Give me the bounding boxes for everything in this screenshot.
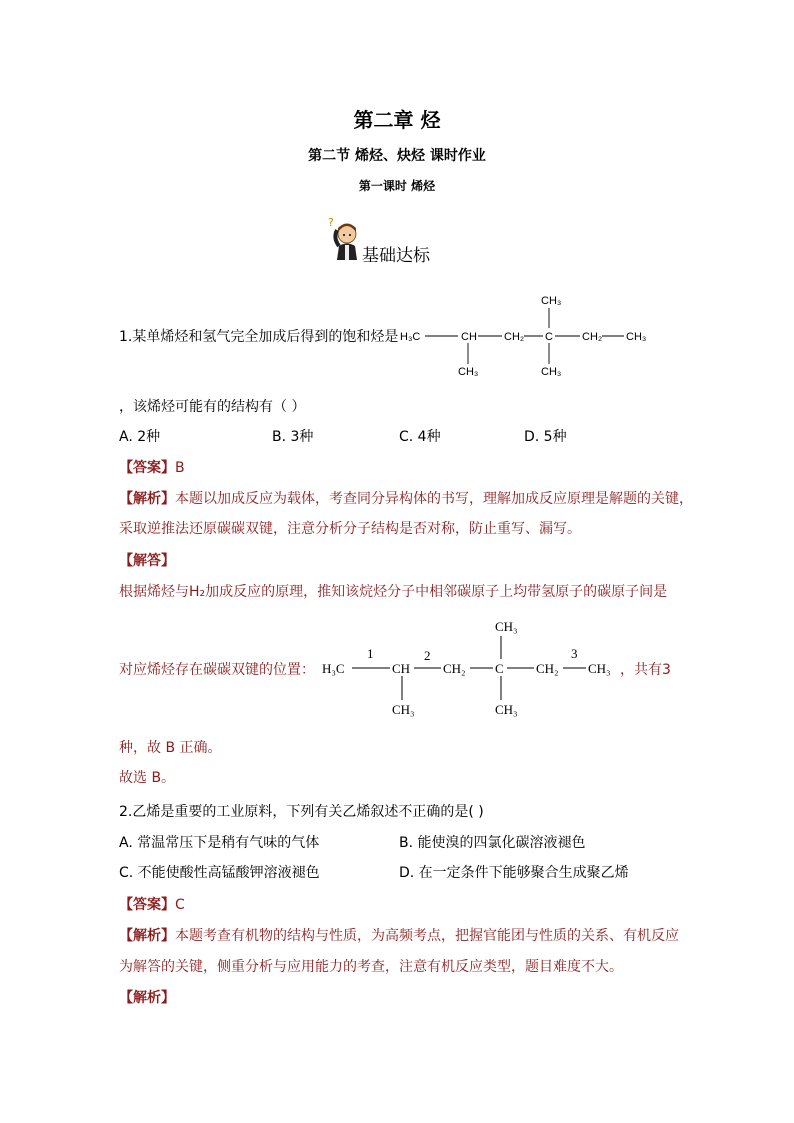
q1-stem-after: ，该烯烃可能有的结构有（ ） xyxy=(119,399,306,415)
chapter-title: 第二章 烃 xyxy=(353,108,441,132)
q2-option-a: A. 常温常压下是稍有气味的气体 xyxy=(119,835,320,851)
banner-label: 基础达标 xyxy=(362,246,430,266)
mol2-position-label-2: 2 xyxy=(424,648,431,663)
q1-solution-tag: 【解答】 xyxy=(119,553,175,569)
mol2-c: C xyxy=(495,661,504,676)
q2-tail-tag: 【解析】 xyxy=(119,990,175,1006)
q1-answer xyxy=(119,457,185,477)
q1-conclusion: 故选 B。 xyxy=(119,770,176,786)
mol1-ch3-bottom-ch: CH₃ xyxy=(458,366,479,378)
svg-text:?: ? xyxy=(328,216,334,229)
q2-analysis-line2: 为解答的关键，侧重分析与应用能力的考查，注意有机反应类型，题目难度不大。 xyxy=(119,959,623,975)
q1-option-a: A. 2种 xyxy=(119,429,161,445)
mol1-ch2b: CH₂ xyxy=(582,331,603,343)
q1-solution-line3: 种，故 B 正确。 xyxy=(119,740,222,756)
mol1-ch3-end: CH₃ xyxy=(626,331,647,343)
mol1-ch: CH xyxy=(461,331,477,343)
mol1-ch3-bottom-c: CH₃ xyxy=(541,366,562,378)
q1-analysis-tag: 【解析】 xyxy=(119,491,175,507)
q2-option-d: D. 在一定条件下能够聚合生成聚乙烯 xyxy=(399,865,629,881)
mol2-position-label-1: 1 xyxy=(367,646,374,661)
mol2-ch3-top: CH₃ xyxy=(495,619,518,634)
q1-option-c: C. 4种 xyxy=(399,429,441,445)
q2-stem: 2.乙烯是重要的工业原料，下列有关乙烯叙述不正确的是( ) xyxy=(119,804,484,820)
mol1-ch3-top: CH₃ xyxy=(541,295,562,307)
q2-answer xyxy=(119,894,185,914)
q1-option-d: D. 5种 xyxy=(524,429,567,445)
mol1-c: C xyxy=(545,331,553,343)
q1-solution-line1: 根据烯烃与H₂加成反应的原理，推知该烷烃分子中相邻碳原子上均带氢原子的碳原子间是 xyxy=(119,584,668,600)
mol2-ch2b: CH₂ xyxy=(536,661,559,676)
q2-analysis-tag: 【解析】 xyxy=(119,928,175,944)
molecule-structure-1 xyxy=(400,288,660,382)
q2-answer-value: C xyxy=(175,897,185,913)
q2-answer-tag: 【答案】 xyxy=(119,897,175,913)
mol2-ch3-bottom-ch: CH₃ xyxy=(392,702,415,717)
molecule-structure-2 xyxy=(320,614,620,720)
mol1-ch2a: CH₂ xyxy=(504,331,525,343)
q1-analysis-line2: 采取逆推法还原碳碳双键，注意分析分子结构是否对称，防止重写、漏写。 xyxy=(119,521,581,537)
mol2-h3c: H₃C xyxy=(322,661,345,676)
q1-answer-value: B xyxy=(175,460,185,476)
mol2-ch3-bottom-c: CH₃ xyxy=(495,702,518,717)
mol2-ch2a: CH₂ xyxy=(443,661,466,676)
section-title: 第二节 烯烃、炔烃 课时作业 xyxy=(308,148,486,164)
mol2-ch: CH xyxy=(392,661,411,676)
q1-solution-line2-before: 对应烯烃存在碳碳双键的位置： xyxy=(119,662,315,678)
mol2-position-label-3: 3 xyxy=(571,646,578,661)
q1-option-b: B. 3种 xyxy=(272,429,314,445)
q1-analysis-line1: 【解析】本题以加成反应为载体，考查同分异构体的书写，理解加成反应原理是解题的关键， xyxy=(119,491,693,507)
mol2-ch3-end: CH₃ xyxy=(588,661,611,676)
q1-solution-line2-after: ，共有3 xyxy=(620,662,671,678)
q2-option-b: B. 能使溴的四氯化碳溶液褪色 xyxy=(399,835,586,851)
q2-analysis-line1: 【解析】本题考查有机物的结构与性质，为高频考点，把握官能团与性质的关系、有机反应 xyxy=(119,928,679,944)
q1-stem-before: 1.某单烯烃和氢气完全加成后得到的饱和烃是 xyxy=(119,329,399,345)
q2-option-c: C. 不能使酸性高锰酸钾溶液褪色 xyxy=(119,865,320,881)
thinking-student-icon xyxy=(325,214,365,262)
lesson-title: 第一课时 烯烃 xyxy=(358,179,436,193)
q1-answer-tag: 【答案】 xyxy=(119,460,175,476)
mol1-h3c: H₃C xyxy=(400,331,421,343)
